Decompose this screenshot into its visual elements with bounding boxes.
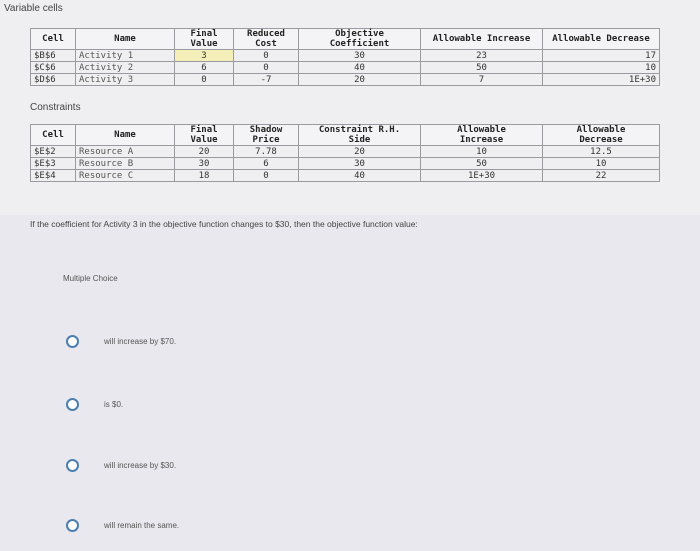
cell-inc: 10	[421, 146, 543, 158]
cell-ref: $B$6	[31, 50, 76, 62]
cell-name: Resource B	[76, 158, 175, 170]
radio-button-icon[interactable]	[66, 398, 79, 411]
cell-final: 18	[175, 170, 234, 182]
table-row	[31, 50, 660, 62]
cell-reduced: -7	[234, 74, 299, 86]
cell-dec: 17	[543, 50, 660, 62]
cell-final: 30	[175, 158, 234, 170]
table-row	[31, 74, 660, 86]
header-shadow-price: Shadow Price	[234, 125, 299, 146]
table-header-row	[31, 125, 660, 146]
cell-name: Activity 2	[76, 62, 175, 74]
cell-name: Activity 1	[76, 50, 175, 62]
header-allowable-decrease: Allowable Decrease	[543, 125, 660, 146]
constraints-table	[30, 124, 660, 182]
cell-dec: 12.5	[543, 146, 660, 158]
cell-dec: 10	[543, 62, 660, 74]
constraints-title: Constraints	[30, 102, 81, 113]
cell-inc: 50	[421, 62, 543, 74]
cell-ref: $D$6	[31, 74, 76, 86]
cell-ref: $E$3	[31, 158, 76, 170]
header-cell: Cell	[31, 29, 76, 50]
cell-final: 6	[175, 62, 234, 74]
cell-inc: 23	[421, 50, 543, 62]
radio-button-icon[interactable]	[66, 459, 79, 472]
cell-coef: 30	[299, 50, 421, 62]
cell-dec: 10	[543, 158, 660, 170]
header-allowable-decrease: Allowable Decrease	[543, 29, 660, 50]
option-4[interactable]	[66, 519, 179, 532]
cell-coef: 40	[299, 62, 421, 74]
question-text: If the coefficient for Activity 3 in the objective function changes to $30, then the objective function value:	[30, 219, 418, 229]
cell-shadow: 6	[234, 158, 299, 170]
variable-cells-title: Variable cells	[4, 3, 63, 14]
header-final-value: Final Value	[175, 125, 234, 146]
cell-inc: 7	[421, 74, 543, 86]
header-allowable-increase: Allowable Increase	[421, 29, 543, 50]
option-3[interactable]	[66, 459, 176, 472]
option-2[interactable]	[66, 398, 123, 411]
cell-dec: 1E+30	[543, 74, 660, 86]
cell-dec: 22	[543, 170, 660, 182]
cell-name: Resource A	[76, 146, 175, 158]
cell-final: 20	[175, 146, 234, 158]
cell-ref: $E$4	[31, 170, 76, 182]
table-header-row	[31, 29, 660, 50]
cell-reduced: 0	[234, 62, 299, 74]
cell-final: 3	[175, 50, 234, 62]
option-label: will increase by $70.	[104, 337, 177, 346]
table-row	[31, 170, 660, 182]
sensitivity-report	[0, 0, 700, 215]
cell-reduced: 0	[234, 50, 299, 62]
header-cell: Cell	[31, 125, 76, 146]
cell-shadow: 0	[234, 170, 299, 182]
header-name: Name	[76, 125, 175, 146]
cell-final: 0	[175, 74, 234, 86]
cell-inc: 50	[421, 158, 543, 170]
table-row	[31, 146, 660, 158]
table-row	[31, 62, 660, 74]
multiple-choice-label: Multiple Choice	[63, 274, 118, 283]
header-reduced-cost: Reduced Cost	[234, 29, 299, 50]
header-final-value: Final Value	[175, 29, 234, 50]
variable-cells-table	[30, 28, 660, 86]
option-label: is $0.	[104, 400, 124, 409]
cell-rhs: 30	[299, 158, 421, 170]
table-row	[31, 158, 660, 170]
option-label: will remain the same.	[104, 521, 180, 530]
cell-name: Activity 3	[76, 74, 175, 86]
header-objective-coefficient: Objective Coefficient	[299, 29, 421, 50]
header-allowable-increase: Allowable Increase	[421, 125, 543, 146]
header-name: Name	[76, 29, 175, 50]
cell-ref: $E$2	[31, 146, 76, 158]
cell-rhs: 40	[299, 170, 421, 182]
cell-rhs: 20	[299, 146, 421, 158]
cell-ref: $C$6	[31, 62, 76, 74]
cell-coef: 20	[299, 74, 421, 86]
header-constraint-rhs: Constraint R.H. Side	[299, 125, 421, 146]
radio-button-icon[interactable]	[66, 335, 79, 348]
cell-shadow: 7.78	[234, 146, 299, 158]
cell-inc: 1E+30	[421, 170, 543, 182]
option-1[interactable]	[66, 335, 176, 348]
option-label: will increase by $30.	[104, 461, 177, 470]
radio-button-icon[interactable]	[66, 519, 79, 532]
cell-name: Resource C	[76, 170, 175, 182]
